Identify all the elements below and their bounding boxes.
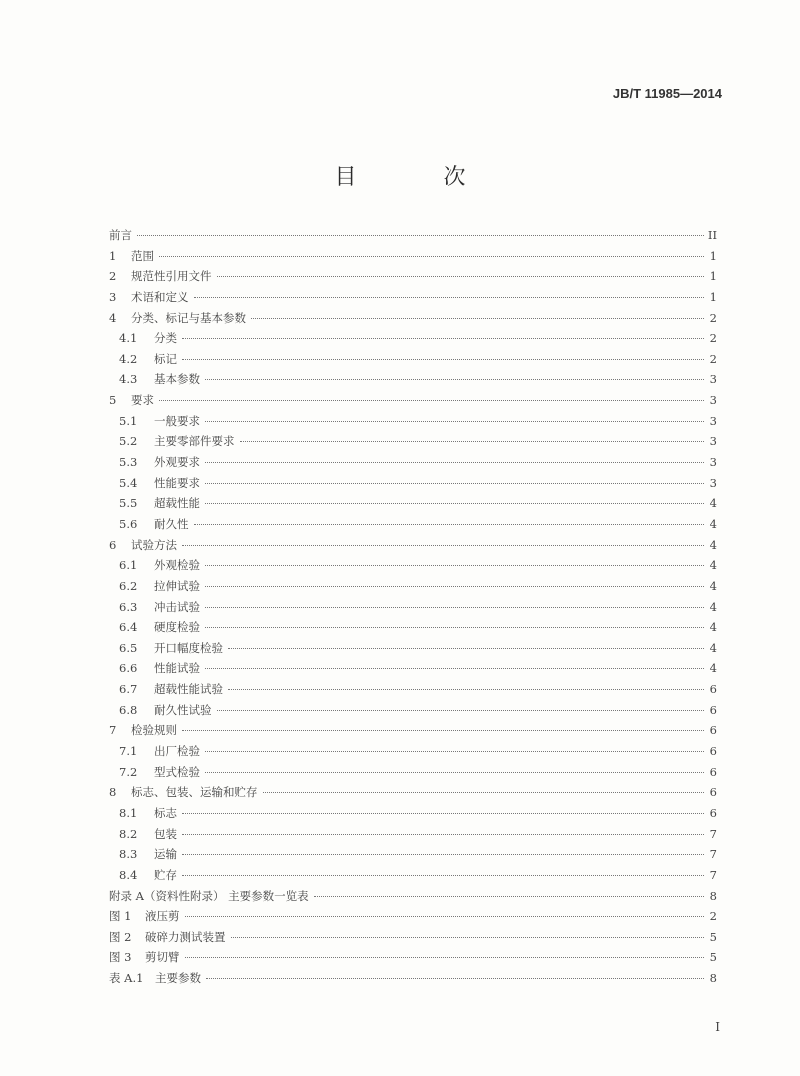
toc-entry-label: 范围: [131, 248, 154, 263]
toc-entry-label: 规范性引用文件: [131, 269, 212, 284]
toc-entry-page: 7: [709, 867, 717, 882]
toc-entry-number: 8.1: [119, 805, 138, 820]
toc-entry-number: 3: [109, 289, 117, 304]
toc-entry[interactable]: [109, 702, 717, 723]
toc-entry[interactable]: [109, 764, 717, 785]
toc-entry-page: 3: [709, 372, 717, 387]
toc-entry-label: 分类、标记与基本参数: [131, 310, 246, 325]
toc-entry-number: 1: [109, 248, 117, 263]
dot-leader: [314, 896, 704, 897]
toc-entry-label: 检验规则: [131, 723, 177, 738]
toc-entry-label: 要求: [131, 393, 154, 408]
toc-entry-page: 5: [709, 929, 717, 944]
dot-leader: [205, 565, 704, 566]
toc-entry-label: 主要参数: [155, 971, 201, 986]
toc-entry-page: 1: [709, 269, 717, 284]
toc-entry-page: 2: [709, 351, 717, 366]
toc-entry-label: 分类: [154, 331, 177, 346]
dot-leader: [137, 235, 704, 236]
toc-entry[interactable]: [109, 743, 717, 764]
toc-entry-label: 性能要求: [154, 475, 200, 490]
toc-entry[interactable]: [109, 371, 717, 392]
toc-entry-page: 6: [709, 744, 717, 759]
toc-entry[interactable]: [109, 908, 717, 929]
toc-entry[interactable]: [109, 578, 717, 599]
dot-leader: [228, 648, 704, 649]
dot-leader: [240, 441, 705, 442]
toc-entry-page: 6: [709, 723, 717, 738]
dot-leader: [182, 854, 704, 855]
toc-entry-number: 6.3: [119, 599, 138, 614]
toc-entry-number: 图 3: [109, 950, 132, 965]
dot-leader: [185, 957, 705, 958]
toc-entry[interactable]: [109, 867, 717, 888]
toc-entry-number: 7: [109, 723, 117, 738]
toc-entry-page: 4: [709, 516, 717, 531]
toc-entry-number: 6.2: [119, 578, 138, 593]
dot-leader: [194, 524, 705, 525]
toc-entry[interactable]: [109, 599, 717, 620]
toc-entry-number: 4: [109, 310, 117, 325]
toc-entry-number: 8.2: [119, 826, 138, 841]
toc-entry-label: 标记: [154, 351, 177, 366]
toc-entry[interactable]: [109, 475, 717, 496]
toc-entry[interactable]: [109, 268, 717, 289]
toc-entry-label: 冲击试验: [154, 599, 200, 614]
standard-code: JB/T 11985—2014: [612, 86, 722, 101]
dot-leader: [217, 276, 705, 277]
toc-entry-page: 4: [709, 578, 717, 593]
toc-entry[interactable]: [109, 681, 717, 702]
toc-entry-label: 贮存: [154, 867, 177, 882]
toc-entry-number: 5.6: [119, 516, 138, 531]
toc-entry-page: 8: [709, 888, 717, 903]
toc-entry-label: 术语和定义: [131, 289, 189, 304]
toc-entry[interactable]: [109, 929, 717, 950]
toc-entry[interactable]: [109, 619, 717, 640]
toc-entry-number: 5.1: [119, 413, 138, 428]
toc-entry-number: 8: [109, 785, 117, 800]
toc-entry-number: 4.2: [119, 351, 138, 366]
toc-entry-label: 标志: [154, 805, 177, 820]
toc-entry-label: 外观要求: [154, 455, 200, 470]
toc-entry[interactable]: [109, 289, 717, 310]
toc-entry-number: 图 1: [109, 909, 132, 924]
toc-entry-label: 外观检验: [154, 558, 200, 573]
toc-entry-label: 硬度检验: [154, 620, 200, 635]
toc-entry[interactable]: [109, 351, 717, 372]
toc-entry-label: 性能试验: [154, 661, 200, 676]
toc-entry-label: 出厂检验: [154, 744, 200, 759]
toc-entry-label: 剪切臂: [145, 950, 180, 965]
dot-leader: [205, 668, 704, 669]
toc-entry-label: 超载性能试验: [154, 682, 223, 697]
toc-entry-number: 6.4: [119, 620, 138, 635]
toc-entry-number: 8.4: [119, 867, 138, 882]
dot-leader: [206, 978, 704, 979]
toc-entry-label: 超载性能: [154, 496, 200, 511]
toc-entry-page: 4: [709, 496, 717, 511]
toc-entry-page: 3: [709, 393, 717, 408]
dot-leader: [205, 503, 704, 504]
toc-entry-label: 型式检验: [154, 764, 200, 779]
toc-entry-label: 附录 A（资料性附录） 主要参数一览表: [109, 888, 309, 903]
toc-entry-page: 4: [709, 558, 717, 573]
toc-entry[interactable]: [109, 660, 717, 681]
toc-entry[interactable]: [109, 826, 717, 847]
toc-entry-label: 包装: [154, 826, 177, 841]
dot-leader: [205, 751, 704, 752]
toc-entry-label: 开口幅度检验: [154, 640, 223, 655]
dot-leader: [159, 400, 704, 401]
toc-entry-number: 5.5: [119, 496, 138, 511]
toc-entry-page: 7: [709, 826, 717, 841]
dot-leader: [205, 627, 704, 628]
toc-entry-number: 6.1: [119, 558, 138, 573]
dot-leader: [205, 462, 704, 463]
toc-entry[interactable]: [109, 413, 717, 434]
toc-entry-label: 基本参数: [154, 372, 200, 387]
toc-entry-label: 前言: [109, 228, 132, 242]
toc-entry-label: 破碎力测试装置: [145, 929, 226, 944]
toc-entry-page: 4: [709, 599, 717, 614]
toc-entry-label: 主要零部件要求: [154, 434, 235, 449]
toc-entry-page: 2: [709, 310, 717, 325]
dot-leader: [217, 710, 705, 711]
dot-leader: [182, 338, 704, 339]
dot-leader: [263, 792, 705, 793]
toc-entry[interactable]: [109, 949, 717, 970]
toc-entry-page: 2: [709, 909, 717, 924]
toc-entry-number: 4.3: [119, 372, 138, 387]
toc-entry-number: 图 2: [109, 929, 132, 944]
page-number: I: [715, 1020, 720, 1034]
toc-entry-page: 6: [709, 702, 717, 717]
toc-entry-number: 4.1: [119, 331, 138, 346]
dot-leader: [251, 318, 704, 319]
toc-entry[interactable]: [109, 433, 717, 454]
toc-entry[interactable]: [109, 310, 717, 331]
toc-entry-page: 2: [709, 331, 717, 346]
dot-leader: [182, 545, 704, 546]
toc-entry-number: 7.2: [119, 764, 138, 779]
dot-leader: [182, 813, 704, 814]
toc-entry-label: 液压剪: [145, 909, 180, 924]
dot-leader: [182, 834, 704, 835]
toc-entry-number: 5: [109, 393, 117, 408]
toc-entry-number: 6: [109, 537, 117, 552]
toc-entry-page: 6: [709, 805, 717, 820]
toc-entry-label: 试验方法: [131, 537, 177, 552]
toc-entry-number: 2: [109, 269, 117, 284]
toc-entry[interactable]: [109, 888, 717, 909]
toc-entry-number: 5.4: [119, 475, 138, 490]
dot-leader: [159, 256, 704, 257]
toc-entry[interactable]: [109, 557, 717, 578]
toc-entry-label: 耐久性: [154, 516, 189, 531]
toc-entry-page: 3: [709, 455, 717, 470]
dot-leader: [228, 689, 704, 690]
dot-leader: [185, 916, 705, 917]
toc-entry-page: 3: [709, 413, 717, 428]
toc-entry-page: 7: [709, 847, 717, 862]
toc-entry-number: 表 A.1: [109, 971, 144, 986]
toc-entry-page: 4: [709, 640, 717, 655]
dot-leader: [205, 607, 704, 608]
toc-entry-page: 6: [709, 682, 717, 697]
dot-leader: [194, 297, 705, 298]
dot-leader: [182, 730, 704, 731]
toc-entry-page: 1: [709, 248, 717, 263]
toc-entry-page: 3: [709, 475, 717, 490]
dot-leader: [205, 772, 704, 773]
toc-entry-number: 7.1: [119, 744, 138, 759]
toc-entry-label: 标志、包装、运输和贮存: [131, 785, 258, 800]
toc-entry[interactable]: [109, 537, 717, 558]
toc-entry[interactable]: [109, 846, 717, 867]
dot-leader: [205, 586, 704, 587]
page-title: 目 次: [334, 165, 506, 190]
toc-entry[interactable]: [109, 495, 717, 516]
toc-entry-number: 6.8: [119, 702, 138, 717]
toc-entry[interactable]: [109, 970, 717, 991]
toc-entry[interactable]: [109, 640, 717, 661]
toc-entry[interactable]: [109, 227, 717, 248]
toc-entry-number: 6.7: [119, 682, 138, 697]
toc-entry-page: 4: [709, 537, 717, 552]
toc-entry-page: 4: [709, 620, 717, 635]
toc-entry[interactable]: [109, 248, 717, 269]
toc-entry-label: 拉伸试验: [154, 578, 200, 593]
toc-entry[interactable]: [109, 392, 717, 413]
toc-entry-number: 6.6: [119, 661, 138, 676]
toc-entry[interactable]: [109, 454, 717, 475]
toc-entry[interactable]: [109, 805, 717, 826]
toc-entry-number: 8.3: [119, 847, 138, 862]
toc-entry-label: 耐久性试验: [154, 702, 212, 717]
toc-entry[interactable]: [109, 516, 717, 537]
toc-entry[interactable]: [109, 330, 717, 351]
toc-entry-page: 8: [709, 971, 717, 986]
dot-leader: [182, 875, 704, 876]
toc-entry-page: 6: [709, 764, 717, 779]
toc-entry-number: 5.3: [119, 455, 138, 470]
dot-leader: [182, 359, 704, 360]
dot-leader: [205, 421, 704, 422]
toc-entry-page: 4: [709, 661, 717, 676]
toc-entry-page: 1: [709, 289, 717, 304]
toc-entry-label: 运输: [154, 847, 177, 862]
toc-entry-page: 5: [709, 950, 717, 965]
dot-leader: [231, 937, 705, 938]
toc-entry-number: 5.2: [119, 434, 138, 449]
dot-leader: [205, 379, 704, 380]
dot-leader: [205, 483, 704, 484]
toc-entry-number: 6.5: [119, 640, 138, 655]
toc-entry[interactable]: [109, 722, 717, 743]
toc-entry-label: 一般要求: [154, 413, 200, 428]
toc-entry[interactable]: [109, 784, 717, 805]
toc-entry-page: II: [707, 228, 717, 242]
table-of-contents: [109, 227, 717, 991]
toc-entry-page: 6: [709, 785, 717, 800]
toc-entry-page: 3: [709, 434, 717, 449]
